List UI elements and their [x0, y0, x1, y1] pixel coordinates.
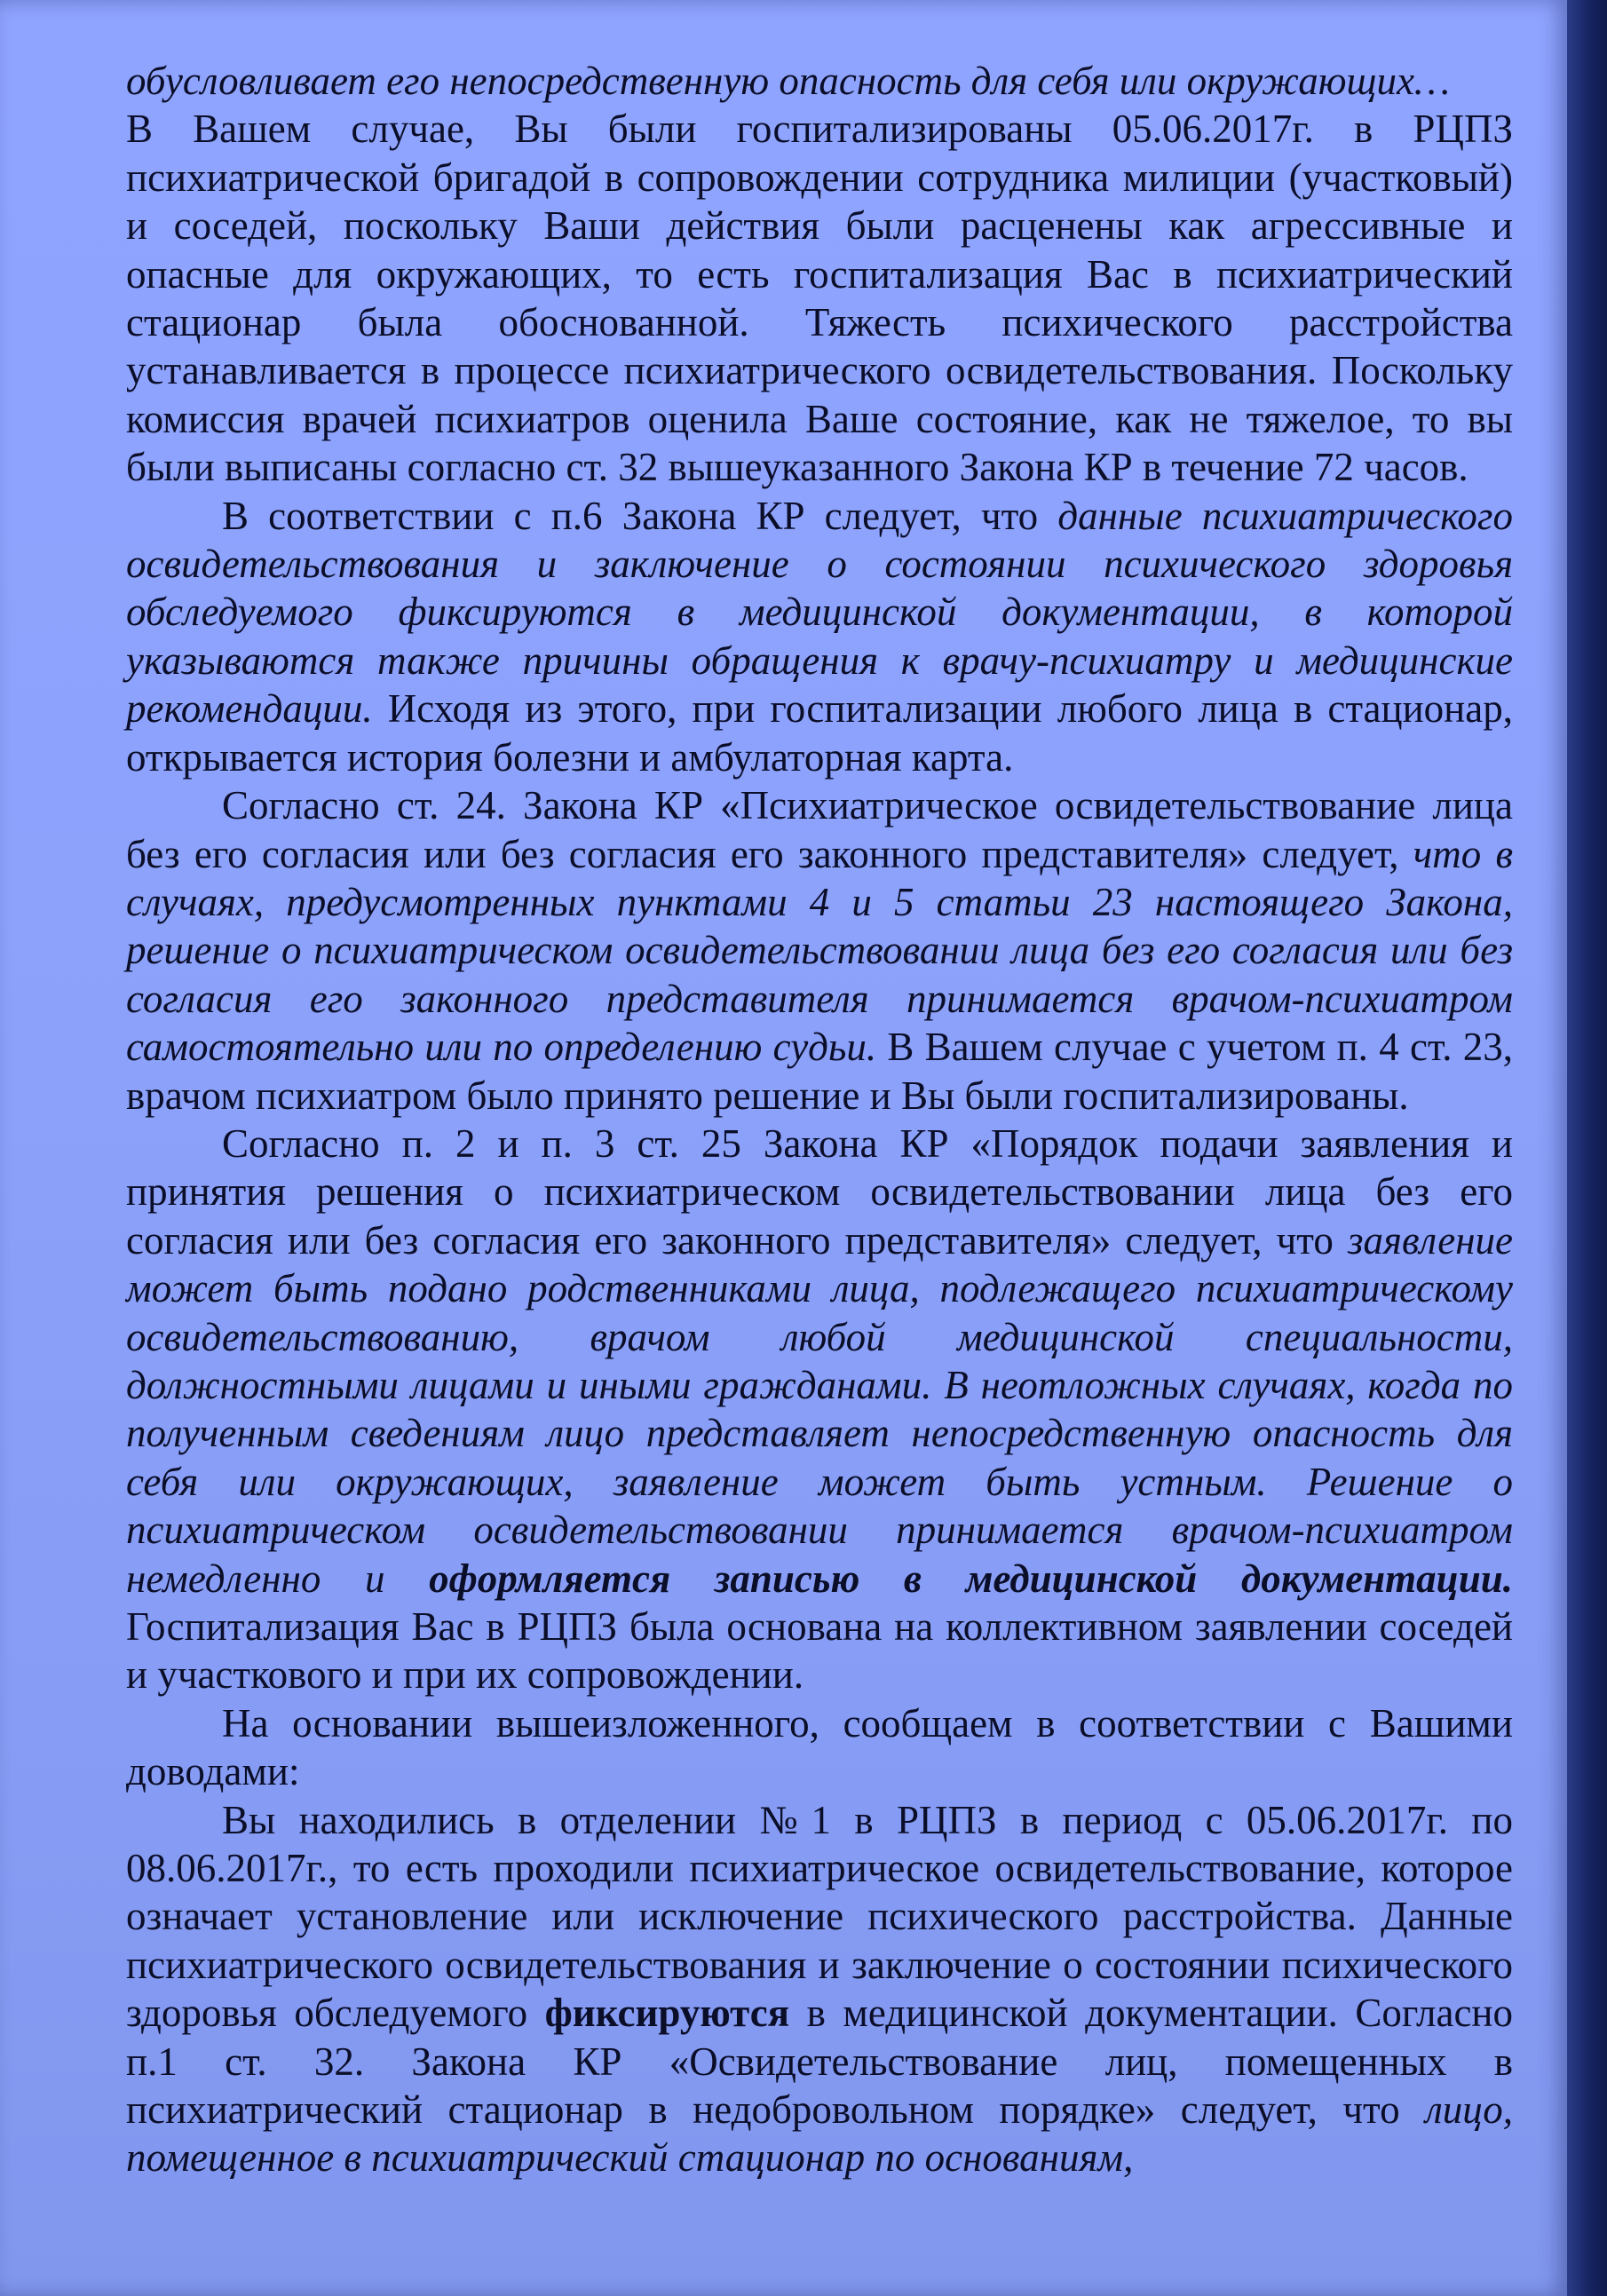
paragraph-3-quote: данные психиатрического освидетельствования и заключение о состоянии психического здоровья обследуемого фиксируются в медицинской документации, в которой указываются также причины обращения к врачу-психиатру и медицинские рекомендации. — [126, 493, 1513, 732]
paragraph-4 — [126, 781, 1513, 1120]
paragraph-5-text-b: Госпитализация Вас в РЦПЗ была основана на коллективном заявлении соседей и участкового и при их сопровождении. — [126, 1604, 1513, 1698]
paragraph-5 — [126, 1120, 1513, 1699]
paragraph-3-text-a: В соответствии с п.6 Закона КР следует, что — [222, 493, 1058, 538]
paragraph-7-bold: фиксируются — [544, 1991, 790, 2036]
paragraph-1-italic: обусловливает его непосредственную опасность для себя или окружающих… — [126, 59, 1450, 103]
paragraph-5-text-a: Согласно п. 2 и п. 3 ст. 25 Закона КР «Порядок подачи заявления и принятия решения о психиатрическом освидетельствовании лица без его согласия или без согласия его законного представителя» следует, что — [126, 1120, 1513, 1263]
paragraph-7-text-a: Вы находились в отделении №1 в РЦПЗ в период с 05.06.2017г. по 08.06.2017г., то есть проходили психиатрическое освидетельствование, которое означает установление или исключение психического расстройства. Данные психиатрического освидетельствования и заключение о состоянии психического здоровья обследуемого — [126, 1797, 1513, 2036]
document-body — [126, 57, 1513, 2182]
paragraph-6-text: На основании вышеизложенного, сообщаем в соответствии с Вашими доводами: — [126, 1700, 1513, 1794]
paragraph-7-quote: лицо, помещенное в психиатрический стационар по основаниям, — [126, 2087, 1513, 2181]
paragraph-3-text-b: Исходя из этого, при госпитализации любого лица в стационар, открывается история болезни и амбулаторная карта. — [126, 686, 1513, 780]
paragraph-7 — [126, 1796, 1513, 2182]
paragraph-4-text-b: В Вашем случае с учетом п. 4 ст. 23, врачом психиатром было принято решение и Вы были госпитализированы. — [126, 1025, 1513, 1118]
paragraph-4-quote: что в случаях, предусмотренных пунктами 4 и 5 статьи 23 настоящего Закона, решение о психиатрическом освидетельствовании лица без его согласия или без согласия его законного представителя принимается врачом-психиатром самостоятельно или по определению судьи. — [126, 831, 1514, 1070]
paragraph-4-text-a: Согласно ст. 24. Закона КР «Психиатрическое освидетельствование лица без его согласия или без согласия его законного представителя» следует, — [126, 783, 1513, 876]
paragraph-7-text-b: в медицинской документации. Согласно п.1 ст. 32. Закона КР «Освидетельствование лиц, помещенных в психиатрический стационар в недобровольном порядке» следует, что — [126, 1991, 1513, 2133]
paragraph-5-emphasis: оформляется записью в медицинской документации. — [429, 1556, 1513, 1601]
paragraph-6 — [126, 1699, 1513, 1796]
paragraph-1 — [126, 57, 1513, 105]
paragraph-3 — [126, 492, 1513, 781]
page-edge-shadow — [1567, 0, 1607, 2296]
paragraph-2 — [126, 105, 1513, 491]
paragraph-2-text: В Вашем случае, Вы были госпитализированы 05.06.2017г. в РЦПЗ психиатрической бригадой в сопровождении сотрудника милиции (участковый) и соседей, поскольку Ваши действия были расценены как агрессивные и опасные для окружающих, то есть госпитализация Вас в психиатрический стационар была обоснованной. Тяжесть психического расстройства устанавливается в процессе психиатрического освидетельствования. Поскольку комиссия врачей психиатров оценила Ваше состояние, как не тяжелое, то вы были выписаны согласно ст. 32 вышеуказанного Закона КР в течение 72 часов. — [126, 107, 1513, 490]
paragraph-5-quote: заявление может быть подано родственниками лица, подлежащего психиатрическому освидетельствованию, врачом любой медицинской специальности, должностными лицами и иными гражданами. В неотложных случаях, когда по полученным сведениям лицо представляет непосредственную опасность для себя или окружающих, заявление может быть устным. Решение о психиатрическом освидетельствовании принимается врачом-психиатром немедленно и — [126, 1217, 1513, 1601]
